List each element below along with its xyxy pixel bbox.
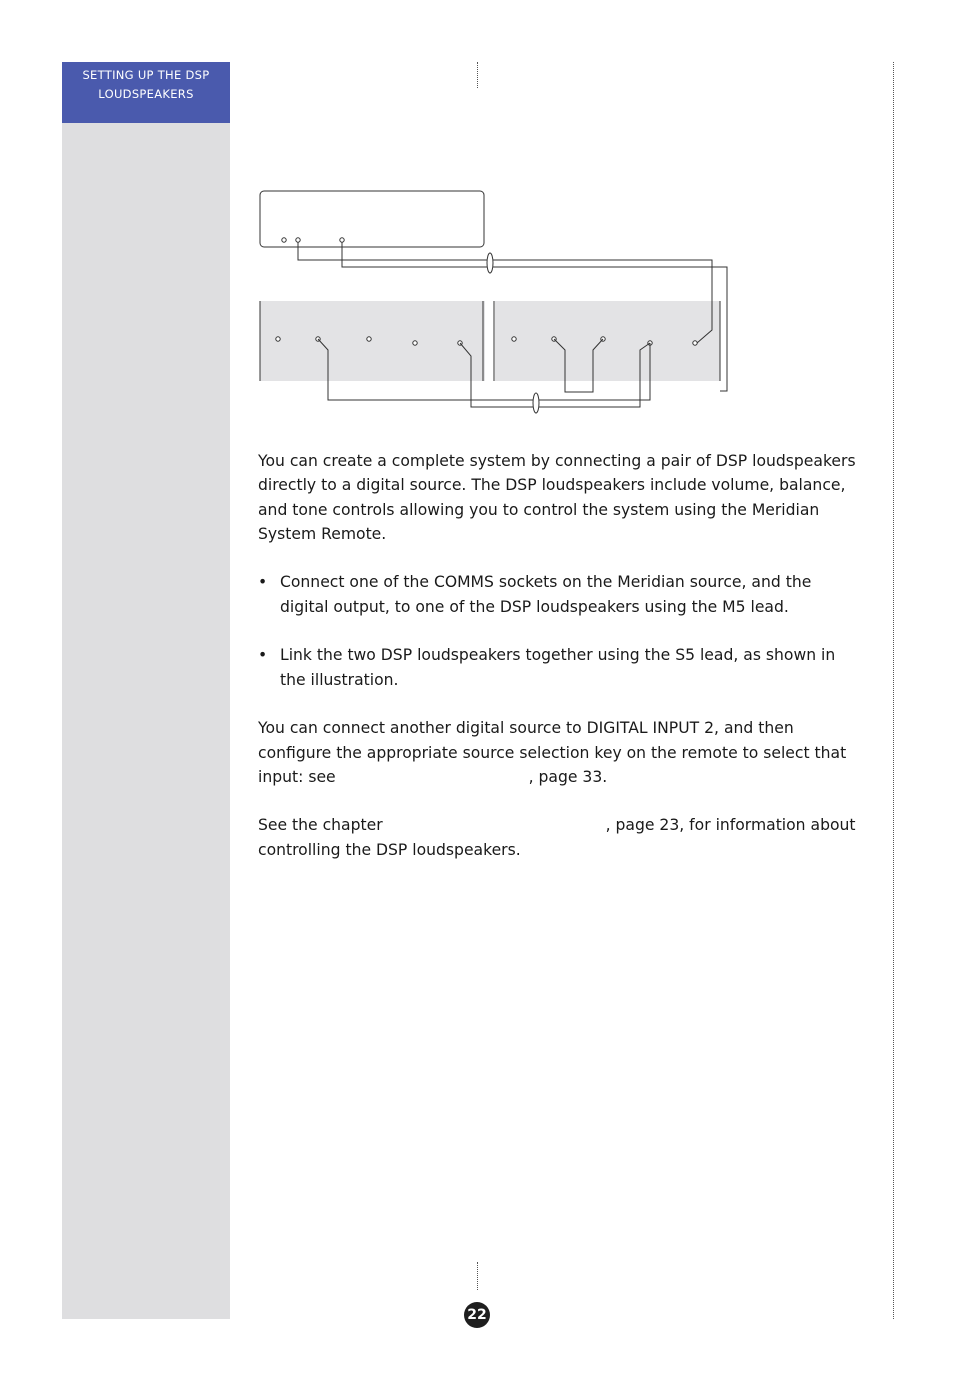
bullet-dot: • (258, 573, 268, 592)
bullet-dot: • (258, 646, 268, 665)
bullet-item (258, 570, 858, 619)
source-socket (282, 238, 286, 242)
digital-input-paragraph (258, 716, 858, 789)
source-socket (296, 238, 300, 242)
body-text (258, 449, 858, 886)
right-margin-divider (893, 62, 894, 1319)
speaker-socket (512, 337, 516, 341)
bullet-item (258, 643, 858, 692)
paragraph-text: , page 33. (528, 767, 608, 786)
loudspeaker-right-panel (495, 301, 720, 381)
paragraph-text: You can connect another digital source to DIGITAL INPUT 2, and then configure the appropriate source selection key on the remote to select that input: see (258, 719, 847, 786)
speaker-socket (276, 337, 280, 341)
chapter-reference-paragraph (258, 813, 858, 862)
bullet-text: Connect one of the COMMS sockets on the Meridian source, and the digital output, to one of the DSP loudspeakers using the M5 lead. (280, 573, 812, 616)
section-title-line1: SETTING UP THE DSP (82, 68, 210, 82)
section-tab (62, 62, 230, 123)
source-unit (260, 191, 484, 247)
intro-paragraph: You can create a complete system by connecting a pair of DSP loudspeakers directly to a digital source. The DSP loudspeakers include volume, balance, and tone controls allowing you to control the system using the Meridian System Remote. (258, 452, 856, 543)
bottom-center-divider (477, 1262, 478, 1290)
paragraph-text: , page 23, for information about controlling the DSP loudspeakers. (258, 816, 856, 859)
connection-diagram (250, 180, 750, 420)
source-socket (340, 238, 344, 242)
speaker-socket (367, 337, 371, 341)
top-center-divider (477, 62, 478, 88)
sidebar-panel (62, 62, 230, 1319)
m5-cable-clip (487, 253, 493, 273)
speaker-socket (413, 341, 417, 345)
loudspeaker-left-panel (260, 301, 485, 381)
page-number: 22 (464, 1302, 490, 1328)
s5-cable-clip (533, 393, 539, 413)
paragraph-text: See the chapter (258, 816, 383, 835)
bullet-text: Link the two DSP loudspeakers together using the S5 lead, as shown in the illustration. (280, 646, 836, 689)
speaker-socket (693, 341, 697, 345)
section-title-line2: LOUDSPEAKERS (98, 87, 194, 101)
